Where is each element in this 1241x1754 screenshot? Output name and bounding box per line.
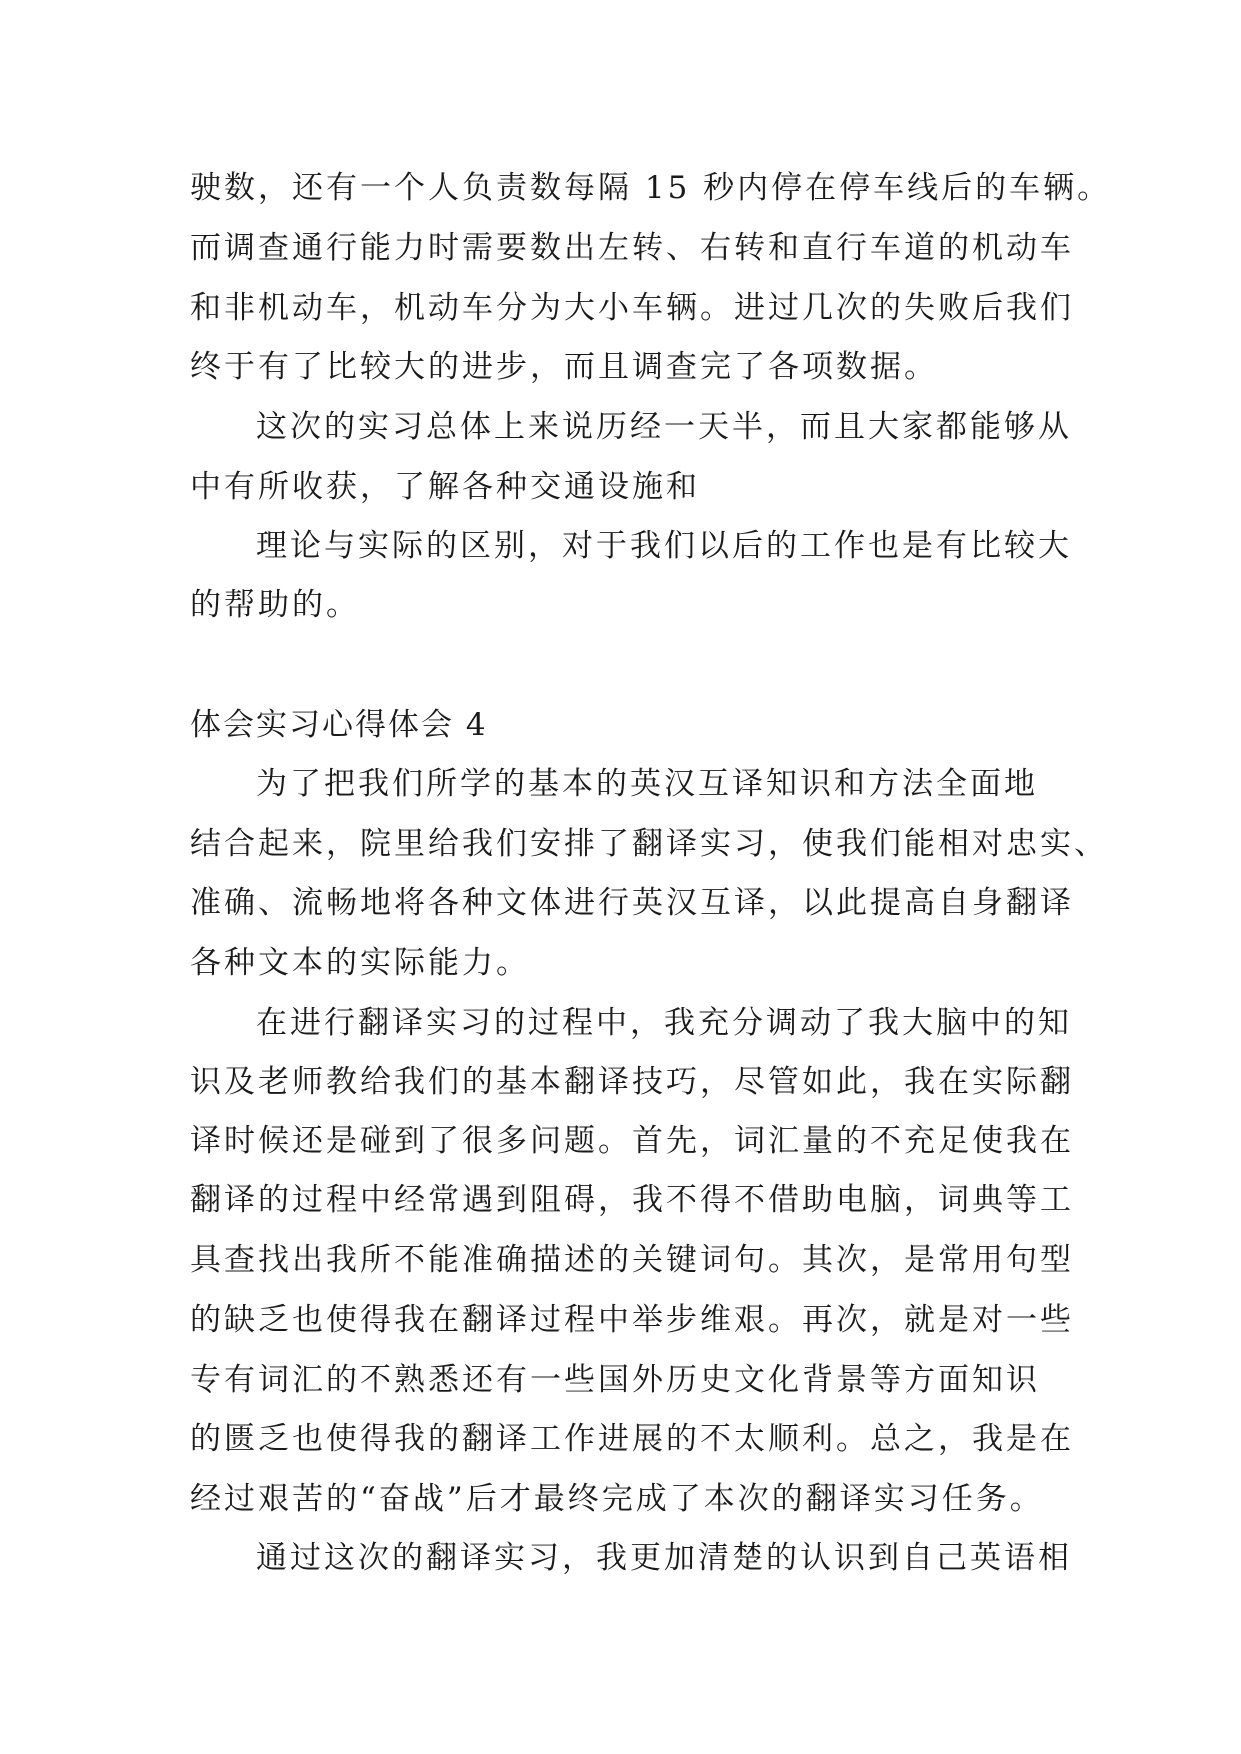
paragraph-line: 准确、流畅地将各种文体进行英汉互译，以此提高自身翻译 <box>190 885 1074 921</box>
paragraph-line: 通过这次的翻译实习，我更加清楚的认识到自己英语相 <box>256 1540 1072 1576</box>
paragraph-line: 的帮助的。 <box>190 587 360 623</box>
paragraph-line: 这次的实习总体上来说历经一天半，而且大家都能够从 <box>256 409 1072 445</box>
paragraph-line: 具查找出我所不能准确描述的关键词句。其次，是常用句型 <box>190 1242 1074 1278</box>
paragraph-line: 译时候还是碰到了很多问题。首先，词汇量的不充足使我在 <box>190 1123 1074 1159</box>
paragraph-line: 中有所收获，了解各种交通设施和 <box>190 469 700 505</box>
paragraph-line: 理论与实际的区别，对于我们以后的工作也是有比较大 <box>256 528 1072 564</box>
paragraph-line: 终于有了比较大的进步，而且调查完了各项数据。 <box>190 349 938 385</box>
paragraph-line: 识及老师教给我们的基本翻译技巧，尽管如此，我在实际翻 <box>190 1064 1074 1100</box>
paragraph-line: 和非机动车，机动车分为大小车辆。进过几次的失败后我们 <box>190 290 1074 326</box>
section-heading: 体会实习心得体会 4 <box>190 707 488 743</box>
paragraph-line: 翻译的过程中经常遇到阻碍，我不得不借助电脑，词典等工 <box>190 1182 1074 1218</box>
paragraph-line: 驶数，还有一个人负责数每隔 15 秒内停在停车线后的车辆。 <box>190 170 1112 206</box>
paragraph-line: 经过艰苦的“奋战”后才最终完成了本次的翻译实习任务。 <box>190 1481 1044 1517</box>
paragraph-line: 各种文本的实际能力。 <box>190 945 530 981</box>
paragraph-line: 专有词汇的不熟悉还有一些国外历史文化背景等方面知识 <box>190 1362 1040 1398</box>
paragraph-line: 为了把我们所学的基本的英汉互译知识和方法全面地 <box>256 766 1038 802</box>
paragraph-line: 的匮乏也使得我的翻译工作进展的不太顺利。总之，我是在 <box>190 1421 1074 1457</box>
paragraph-line: 而调查通行能力时需要数出左转、右转和直行车道的机动车 <box>190 230 1074 266</box>
paragraph-line: 结合起来，院里给我们安排了翻译实习，使我们能相对忠实、 <box>190 826 1108 862</box>
paragraph-line: 在进行翻译实习的过程中，我充分调动了我大脑中的知 <box>256 1005 1072 1041</box>
paragraph-line: 的缺乏也使得我在翻译过程中举步维艰。再次，就是对一些 <box>190 1302 1074 1338</box>
